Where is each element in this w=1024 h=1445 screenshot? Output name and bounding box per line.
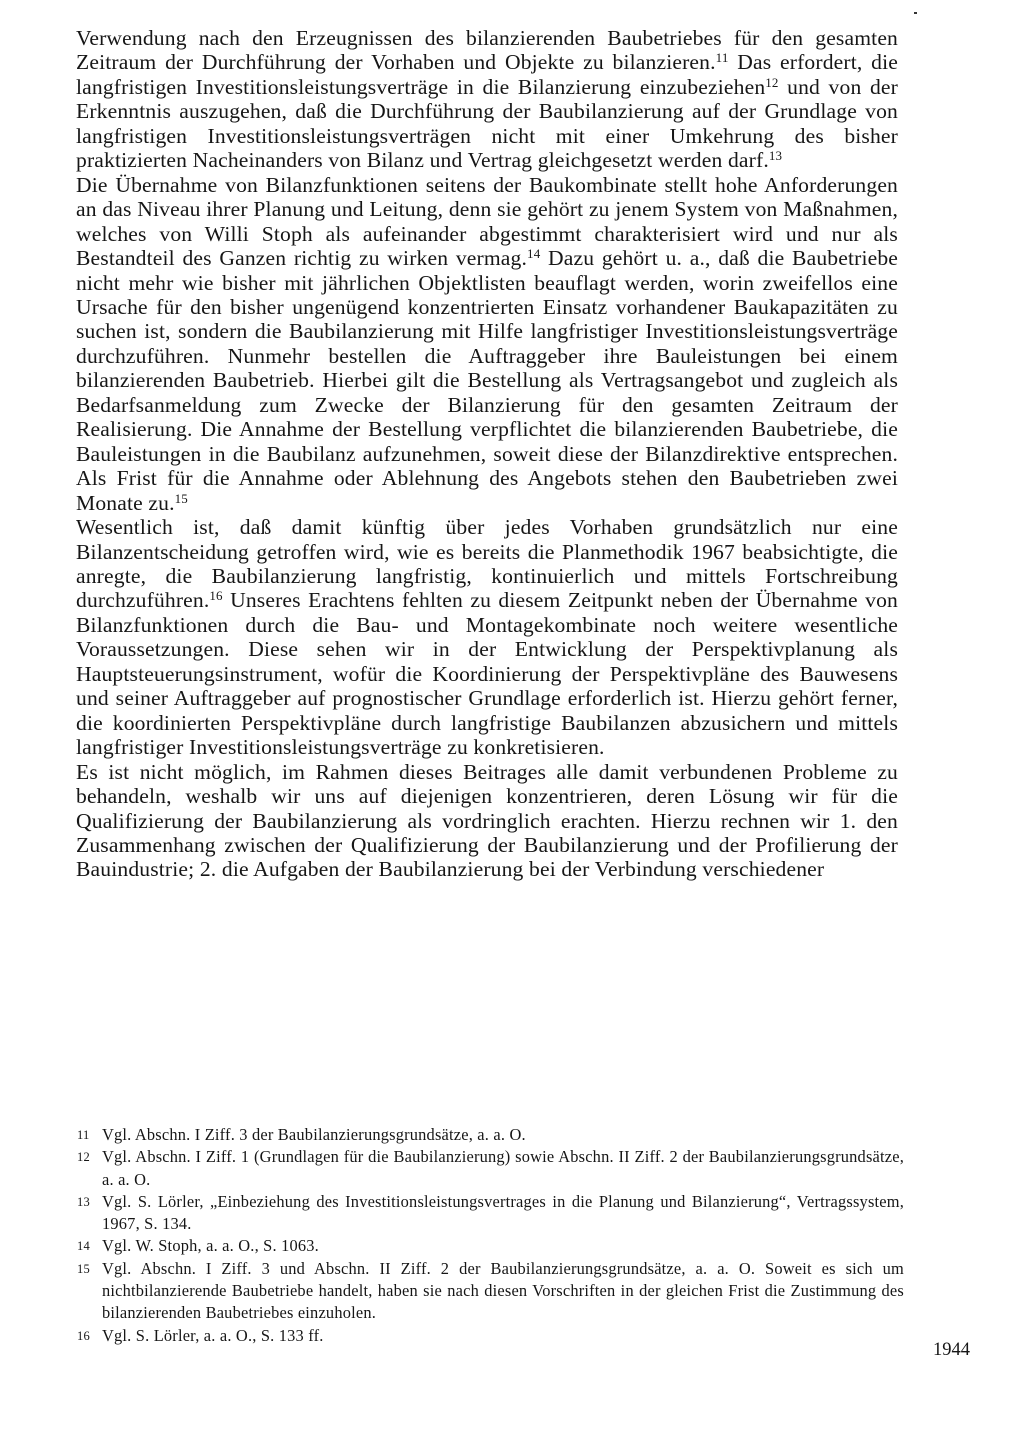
paragraph-4 <box>76 760 898 882</box>
footnote-14 <box>74 1235 904 1257</box>
footnote-ref-15[interactable]: 15 <box>174 490 188 506</box>
footnote-number: 16 <box>77 1328 90 1343</box>
footnote-number: 11 <box>77 1128 90 1142</box>
footnote-13 <box>74 1191 904 1236</box>
footnote-16 <box>74 1325 904 1347</box>
footnote-ref-13[interactable]: 13 <box>768 148 783 164</box>
footnote-number: 14 <box>77 1239 90 1254</box>
paragraph-text: Wesentlich ist, daß damit künftig über jedes Vorhaben grundsätzlich nur eine Bilanzentscheidung getroffen wird, wie es bereits die Planmethodik 1967 beabsichtigte, die anregte, die Baubilanzierung langfristig, kontinuierlich und mittels Fortschreibung durchzuführen. <box>76 515 898 613</box>
footnote-number: 12 <box>77 1150 90 1165</box>
footnote-ref-12[interactable]: 12 <box>765 74 779 90</box>
paragraph-3 <box>76 515 898 760</box>
footnote-text: Vgl. S. Lörler, „Einbeziehung des Investitionsleistungsvertrages in die Planung und Bilanzierung“, Vertragssystem, 1967, S. 134. <box>102 1191 904 1234</box>
footnote-text: Vgl. W. Stoph, a. a. O., S. 1063. <box>102 1236 319 1256</box>
footnote-ref-11[interactable]: 11 <box>715 50 729 66</box>
footnote-12 <box>74 1146 904 1191</box>
main-text <box>76 26 898 882</box>
footnote-ref-16[interactable]: 16 <box>209 588 223 604</box>
footnote-11 <box>74 1124 904 1146</box>
paragraph-2 <box>76 173 898 515</box>
paragraph-text: Unseres Erachtens fehlten zu diesem Zeitpunkt neben der Übernahme von Bilanzfunktionen durch die Bau- und Montagekombinate noch weitere wesentliche Voraussetzungen. Diese sehen wir in der Entwicklung der Perspektivplanung als Hauptsteuerungsinstrument, wofür die Koordinierung der Perspektivpläne des Bauwesens und seiner Auftraggeber auf prognostischer Grundlage erforderlich ist. Hierzu gehört ferner, die koordinierten Perspektivpläne durch langfristige Baubilanzen abzusichern und mittels langfristiger Investitionsleistungsverträge zu konkretisieren. <box>76 588 898 760</box>
footnote-text: Vgl. Abschn. I Ziff. 3 und Abschn. II Ziff. 2 der Baubilanzierungsgrundsätze, a. a. O. Soweit es sich um nichtbilanzierende Baubetriebe handelt, haben sie nach diesen Vorschriften in der gleichen Frist die Zustimmung des bilanzierenden Baubetriebes einzuholen. <box>102 1258 904 1323</box>
paragraph-1 <box>76 26 898 173</box>
paragraph-text: Es ist nicht möglich, im Rahmen dieses Beitrages alle damit verbundenen Probleme zu behandeln, weshalb wir uns auf diejenigen konzentrieren, deren Lösung wir für die Qualifizierung der Baubilanzierung als vordringlich erachten. Hierzu rechnen wir 1. den Zusammenhang zwischen der Qualifizierung der Baubilanzierung und der Profilierung der Bauindustrie; 2. die Aufgaben der Baubilanzierung bei der Verbindung verschiedener <box>76 759 898 882</box>
footnote-15 <box>74 1258 904 1325</box>
footnote-text: Vgl. Abschn. I Ziff. 3 der Baubilanzierungsgrundsätze, a. a. O. <box>102 1125 526 1144</box>
page-number: 1944 <box>933 1340 970 1360</box>
paragraph-text: Die Übernahme von Bilanzfunktionen seitens der Baukombinate stellt hohe Anforderungen an das Niveau ihrer Planung und Leitung, denn sie gehört zu jenem System von Maßnahmen, welches von Willi Stoph als aufeinander abgestimmt charakterisiert wird und nur als Bestandteil des Ganzen richtig zu wirken vermag. <box>76 172 898 271</box>
footnote-number: 15 <box>77 1261 90 1276</box>
footnote-number: 13 <box>77 1194 90 1209</box>
footnote-ref-14[interactable]: 14 <box>527 246 541 262</box>
footnote-text: Vgl. S. Lörler, a. a. O., S. 133 ff. <box>102 1325 324 1345</box>
paragraph-text: Das erfordert, die langfristigen Investitionsleistungsverträge in die Bilanzierung einzubeziehen <box>76 50 898 99</box>
paragraph-text: Dazu gehört u. a., daß die Baubetriebe nicht mehr wie bisher mit jährlichen Objektlisten beauflagt werden, worin zweifellos eine Ursache für den bisher ungenügend konzentrierten Einsatz vorhandener Baukapazitäten zu suchen ist, sondern die Baubilanzierung mit Hilfe langfristiger Investitionsleistungsverträge durchzuführen. Nunmehr bestellen die Auftraggeber ihre Bauleistungen bei einem bilanzierenden Baubetrieb. Hierbei gilt die Bestellung als Vertragsangebot und zugleich als Bedarfsanmeldung zum Zwecke der Bilanzierung für den gesamten Zeitraum der Realisierung. Die Annahme der Bestellung verpflichtet die bilanzierenden Baubetriebe, die Bauleistungen in die Baubilanz aufzunehmen, soweit diese der Bilanzdirektive entsprechen. Als Frist für die Annahme oder Ablehnung des Angebots stehen den Baubetrieben zwei Monate zu. <box>76 246 899 515</box>
paragraph-text: Verwendung nach den Erzeugnissen des bilanzierenden Baubetriebes für den gesamten Zeitraum der Durchführung der Vorhaben und Objekte zu bilanzieren. <box>76 26 898 75</box>
paragraph-text: und von der Erkenntnis auszugehen, daß die Durchführung der Baubilanzierung auf der Grundlage von langfristigen Investitionsleistungsverträgen nicht mit einer Umkehrung des bisher praktizierten Nacheinanders von Bilanz und Vertrag gleichgesetzt werden darf. <box>76 74 898 173</box>
footnotes <box>74 1124 904 1347</box>
footnote-text: Vgl. Abschn. I Ziff. 1 (Grundlagen für die Baubilanzierung) sowie Abschn. II Ziff. 2 der Baubilanzierungsgrundsätze, a. a. O. <box>102 1147 904 1189</box>
scan-speck <box>914 12 917 14</box>
